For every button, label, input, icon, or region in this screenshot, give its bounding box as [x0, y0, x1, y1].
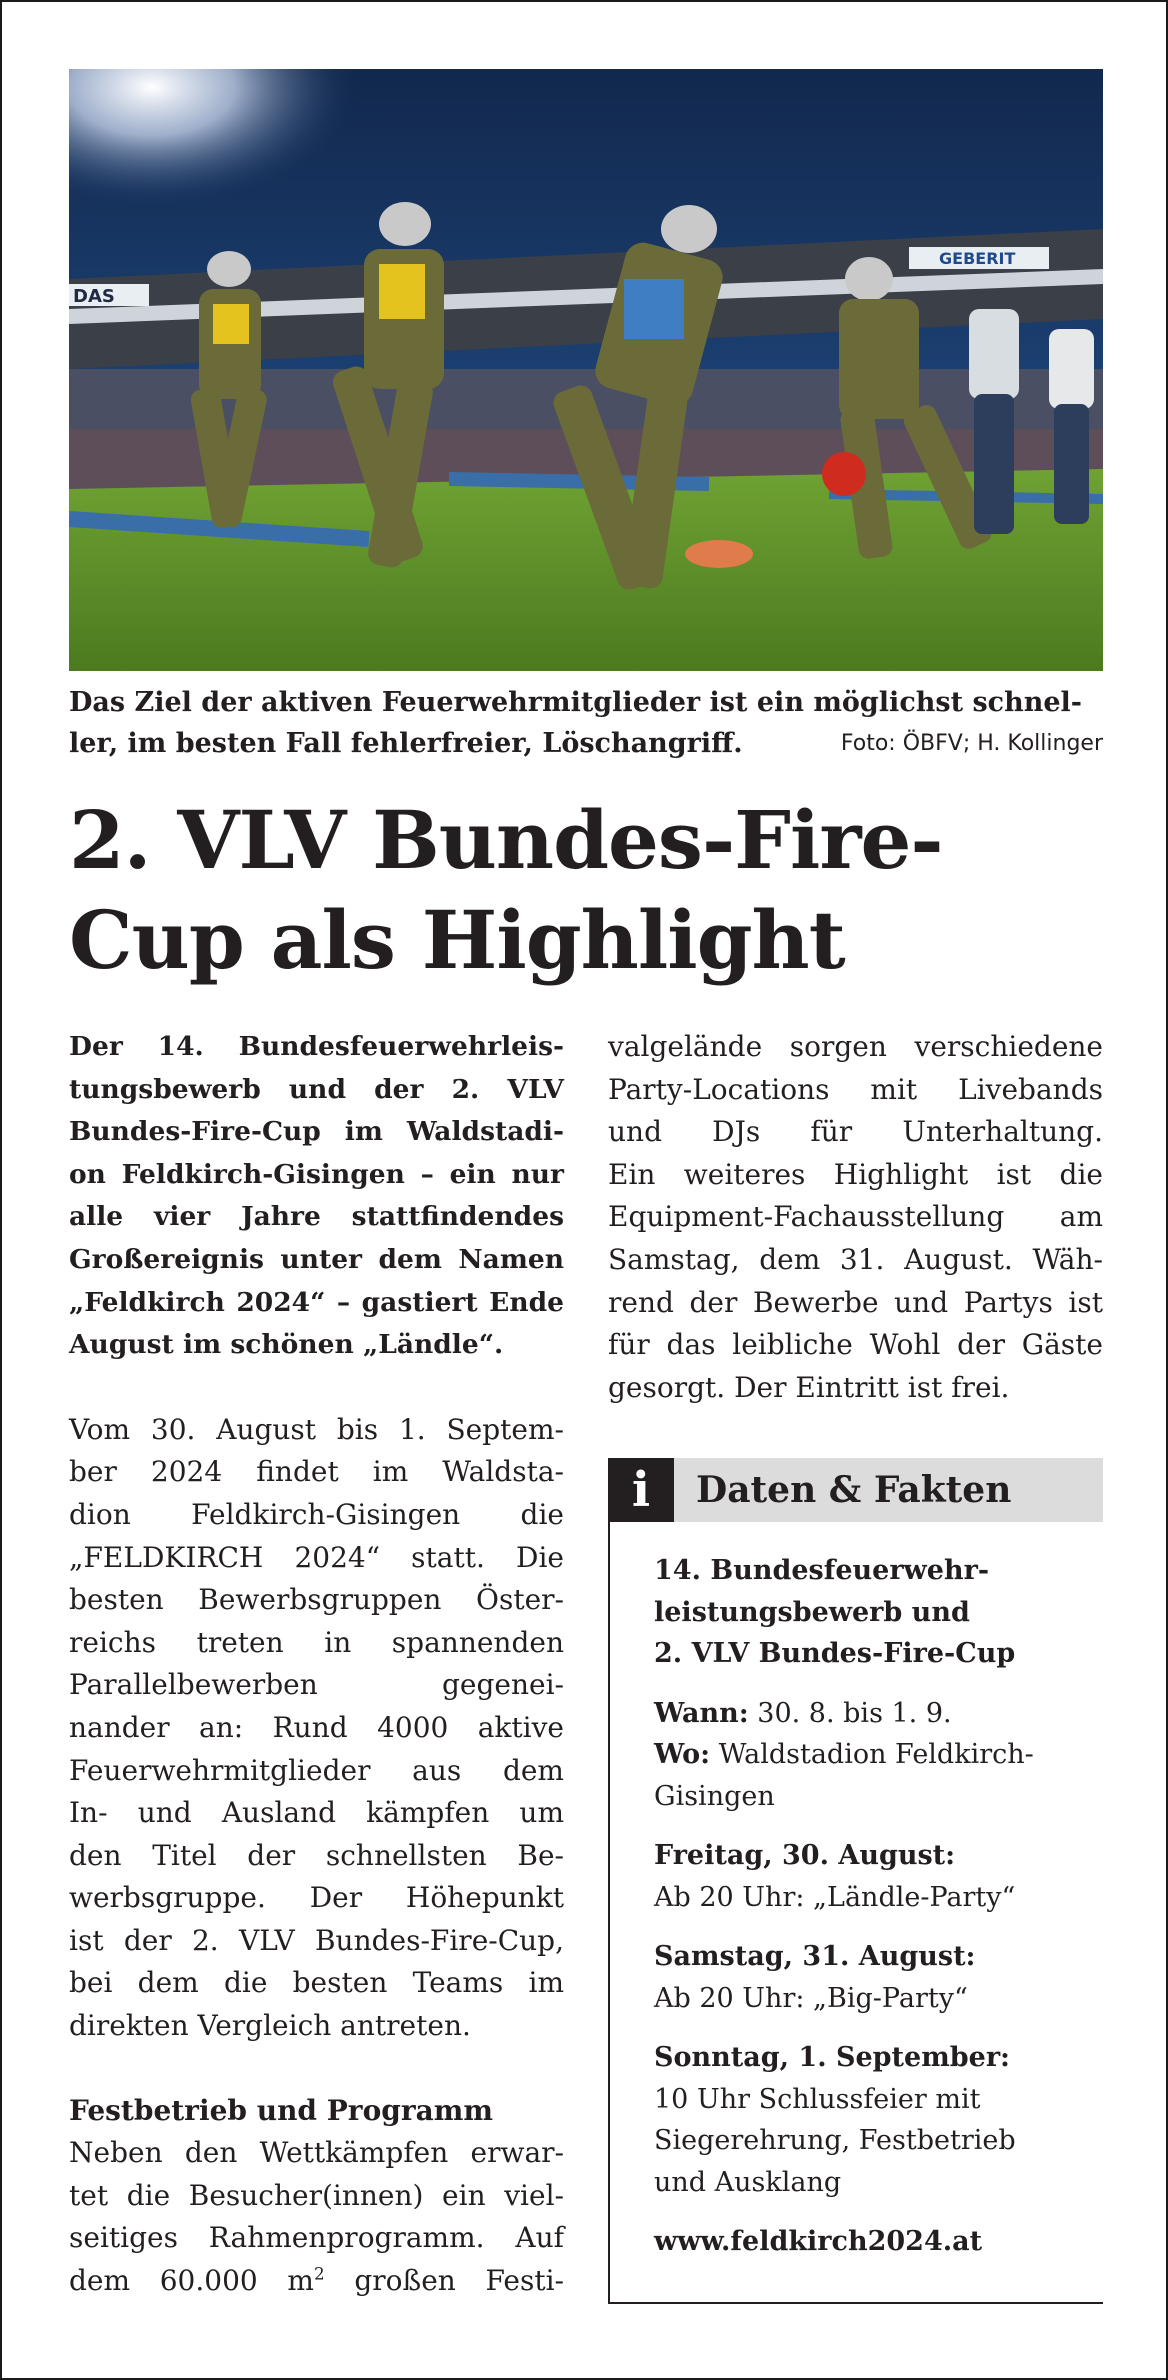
right-line: Ein weiteres Highlight ist die [608, 1157, 1103, 1191]
photo-caption [69, 682, 1103, 764]
stadium-banner-left: DAS [73, 286, 115, 307]
saturday-text: Ab 20 Uhr: „Big-Party“ [654, 1982, 968, 2014]
article-body [69, 1409, 564, 2048]
sunday-line: Siegerehrung, Festbetrieb [654, 2125, 1016, 2156]
website-block [654, 2221, 1094, 2263]
stadium-banner-right: GEBERIT [939, 249, 1016, 268]
article-left-column [69, 1026, 564, 2303]
section-last-line-start: dem 60.000 m [69, 2264, 314, 2298]
lead-line: Der 14. Bundesfeuerwehrleis- [69, 1031, 564, 1062]
headline-line-2: Cup als Highlight [69, 893, 845, 987]
lead-line: tungsbewerb und der 2. VLV [69, 1073, 564, 1105]
right-line: gesorgt. Der Eintritt ist frei. [608, 1370, 1010, 1404]
facts-box-border [608, 1522, 610, 2304]
body-line: Vom 30. August bis 1. Septem- [69, 1412, 564, 1446]
where-line [654, 1734, 1094, 1776]
event-name-line: 2. VLV Bundes-Fire-Cup [654, 1638, 1016, 1669]
when-value: 30. 8. bis 1. 9. [748, 1697, 952, 1729]
right-line: Equipment-Fachausstellung am [608, 1200, 1103, 1234]
when-where [654, 1693, 1094, 1818]
body-line: direkten Vergleich antreten. [69, 2009, 471, 2043]
article-photo [69, 69, 1103, 671]
facts-box [608, 1458, 1103, 2302]
sunday-line: und Ausklang [654, 2166, 842, 2198]
caption-line-2: ler, im besten Fall fehlerfreier, Löschangriff. [69, 728, 743, 759]
info-icon: i [608, 1458, 674, 1522]
body-line: besten Bewerbsgruppen Öster- [69, 1583, 564, 1617]
article-lead [69, 1026, 564, 1367]
photo-credit: Foto: ÖBFV; H. Kollinger [840, 731, 1103, 756]
sunday-label: Sonntag, 1. September: [654, 2042, 1011, 2073]
square-meter-superscript: 2 [313, 2263, 325, 2284]
body-line: nander an: Rund 4000 aktive [69, 1710, 564, 1744]
event-name [654, 1550, 1094, 1675]
where-value-cont: Gisingen [654, 1780, 775, 1812]
caption-line-1: Das Ziel der aktiven Feuerwehrmitglieder ist ein möglichst schnel- [69, 687, 1083, 718]
body-line: Parallelbewerben gegenei- [69, 1668, 564, 1702]
body-line: dion Feldkirch-Gisingen die [69, 1497, 564, 1531]
firefighters-competition-image [69, 69, 1103, 671]
body-line: Feuerwehrmitglieder aus dem [69, 1753, 564, 1787]
lead-line: Bundes-Fire-Cup im Waldstadi- [69, 1116, 564, 1148]
headline-line-1: 2. VLV Bundes-Fire- [69, 793, 943, 887]
friday-schedule [654, 1835, 1094, 1918]
right-line: Samstag, dem 31. August. Wäh- [608, 1242, 1103, 1276]
sunday-schedule [654, 2037, 1094, 2203]
body-line: reichs treten in spannenden [69, 1625, 564, 1659]
lead-line: alle vier Jahre stattfindendes [69, 1201, 564, 1233]
lead-line: Großereignis unter dem Namen [69, 1243, 564, 1275]
where-value: Waldstadion Feldkirch- [710, 1739, 1034, 1770]
section-last-line [69, 2260, 564, 2303]
program-section [69, 2090, 564, 2303]
sunday-line: 10 Uhr Schlussfeier mit [654, 2083, 981, 2115]
body-line: den Titel der schnellsten Be- [69, 1838, 564, 1872]
section-heading: Festbetrieb und Programm [69, 2093, 493, 2127]
when-label: Wann: [654, 1697, 749, 1729]
event-name-line: 14. Bundesfeuerwehr- [654, 1555, 990, 1586]
body-line: ber 2024 findet im Waldsta- [69, 1455, 564, 1489]
saturday-label: Samstag, 31. August: [654, 1941, 976, 1972]
lead-line: „Feldkirch 2024“ – gastiert Ende [69, 1286, 564, 1318]
right-line: und DJs für Unterhaltung. [608, 1115, 1103, 1149]
friday-label: Freitag, 30. August: [654, 1840, 956, 1871]
article-headline [69, 790, 1103, 990]
event-name-line: leistungsbewerb und [654, 1596, 970, 1628]
right-line: valgelände sorgen verschiedene [608, 1030, 1103, 1063]
body-line: „FELDKIRCH 2024“ statt. Die [69, 1540, 564, 1574]
section-line: seitiges Rahmenprogramm. Auf [69, 2221, 564, 2255]
facts-box-header [608, 1458, 1103, 1522]
lead-line: August im schönen „Ländle“. [69, 1329, 504, 1361]
facts-box-border [608, 2302, 1103, 2304]
facts-box-body [654, 1550, 1094, 2263]
body-line: werbsgruppe. Der Höhepunkt [69, 1881, 564, 1915]
body-line: In- und Ausland kämpfen um [69, 1796, 564, 1830]
facts-box-title: Daten & Fakten [696, 1469, 1012, 1511]
right-line: für das leibliche Wohl der Gäste [608, 1328, 1103, 1362]
when-line [654, 1693, 1094, 1735]
right-line: Party-Locations mit Livebands [608, 1072, 1103, 1106]
website-link[interactable]: www.feldkirch2024.at [654, 2226, 983, 2257]
body-line: bei dem die besten Teams im [69, 1966, 564, 2000]
article-right-column [608, 1026, 1103, 1409]
right-line: rend der Bewerbe und Partys ist [608, 1285, 1103, 1319]
body-line: ist der 2. VLV Bundes-Fire-Cup, [69, 1923, 564, 1957]
where-label: Wo: [654, 1739, 711, 1770]
section-last-line-end: großen Festi- [324, 2264, 564, 2298]
section-line: tet die Besucher(innen) ein viel- [69, 2178, 564, 2212]
saturday-schedule [654, 1936, 1094, 2019]
lead-line: on Feldkirch-Gisingen – ein nur [69, 1158, 564, 1190]
friday-text: Ab 20 Uhr: „Ländle-Party“ [654, 1881, 1016, 1913]
section-line: Neben den Wettkämpfen erwar- [69, 2136, 564, 2170]
